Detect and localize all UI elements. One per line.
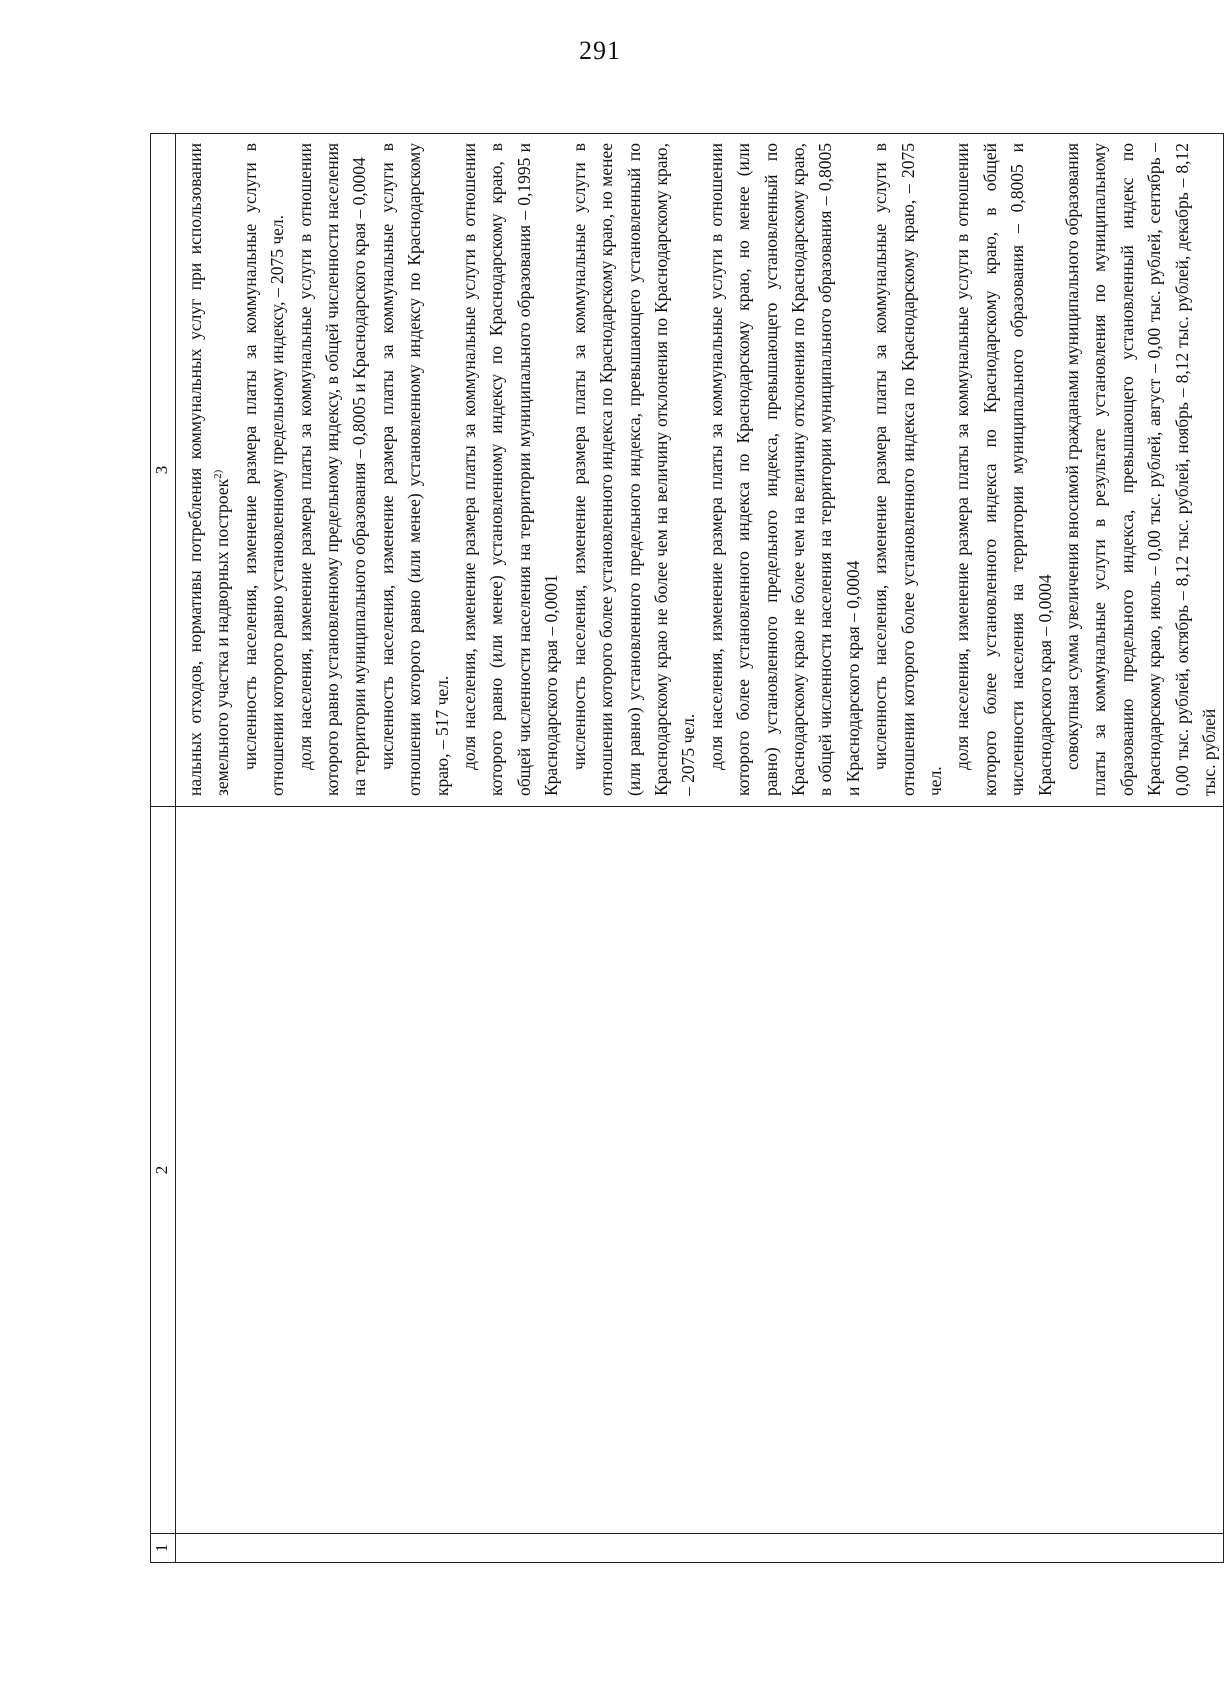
paragraph — [182, 143, 237, 796]
paragraph — [867, 143, 949, 796]
paragraph — [566, 143, 703, 796]
cell-col-2 — [176, 807, 1224, 1534]
cell-col-3 — [176, 134, 1224, 807]
paragraph-text: численность населения, изменение размера платы за коммунальные услуги в отношении которого равно установленному предельному индексу, – 2075 чел. — [239, 143, 288, 796]
paragraph-text: доля населения, изменение размера платы за коммунальные услуги в отношении которого более установленного индекса по Краснодарскому краю, но менее (или равно) установленного предельного индекса, превышающего установленный по Краснодарскому краю не более чем на величину отклонения по Краснодарскому краю, в общей численности населения на территории муниципального образования – 0,8005 и Краснодарского края – 0,0004 — [705, 143, 863, 796]
paragraph-text: доля населения, изменение размера платы за коммунальные услуги в отношении которого более установленного индекса по Краснодарскому краю, в общей численности населения на территории муниципального образования – 0,8005 и Краснодарского края – 0,0004 — [952, 143, 1055, 796]
header-col-1: 1 — [151, 1534, 176, 1563]
paragraph — [949, 143, 1059, 796]
paragraph — [374, 143, 456, 796]
header-col-3: 3 — [151, 134, 176, 807]
paragraph — [703, 143, 867, 796]
cell-col-1 — [176, 1534, 1224, 1563]
paragraph — [292, 143, 374, 796]
paragraph-text: доля населения, изменение размера платы за коммунальные услуги в отношении которого равно установленному предельному индексу, в общей численности населения на территории муниципального образования – 0,8005 и Краснодарского края – 0,0004 — [294, 143, 370, 796]
paragraph — [456, 143, 566, 796]
paragraph-text: численность населения, изменение размера платы за коммунальные услуги в отношении которого равно (или менее) установленному индексу по Краснодарскому краю, – 517 чел. — [376, 143, 452, 796]
header-col-2: 2 — [151, 807, 176, 1534]
paragraph-text: совокупная сумма увеличения вносимой гражданами муниципального образования платы за коммунальные услуги в результате установления по муниципальному образованию предельного индекса, превышающего установленный индекс по Краснодарскому краю, июль – 0,00 тыс. рублей, август – 0,00 тыс. рублей, сентябрь – 0,00 тыс. рублей, октябрь – 8,12 тыс. рублей, ноябрь – 8,12 тыс. рублей, декабрь – 8,12 тыс. рублей — [1062, 143, 1220, 796]
col3-text — [182, 143, 1223, 796]
paragraph — [237, 143, 292, 796]
data-table — [150, 133, 1224, 1563]
page-number: 291 — [579, 36, 621, 65]
paragraph — [1059, 143, 1223, 796]
table-row — [176, 134, 1224, 1563]
footnote-marker: 2) — [212, 469, 225, 479]
paragraph-text: доля населения, изменение размера платы за коммунальные услуги в отношении которого равно (или менее) установленному индексу по Краснодарскому краю, в общей численности населения на территории муниципального образования – 0,1995 и Краснодарского края – 0,0001 — [459, 143, 562, 796]
paragraph-text: численность населения, изменение размера платы за коммунальные услуги в отношении которого более установленного индекса по Краснодарскому краю, – 2075 чел. — [870, 143, 945, 796]
table-header-row — [151, 134, 176, 1563]
paragraph-text: нальных отходов, нормативы потребления коммунальных услуг при использовании земельного участка и надворных построек — [185, 143, 233, 796]
rotated-table-wrapper — [150, 137, 1220, 1563]
paragraph-text: численность населения, изменение размера платы за коммунальные услуги в отношении которого более установленного индекса по Краснодарскому краю, но менее (или равно) установленного предельного индекса, превышающего установленный по Краснодарскому краю не более чем на величину отклонения по Краснодарскому краю, – 2075 чел. — [568, 143, 699, 796]
